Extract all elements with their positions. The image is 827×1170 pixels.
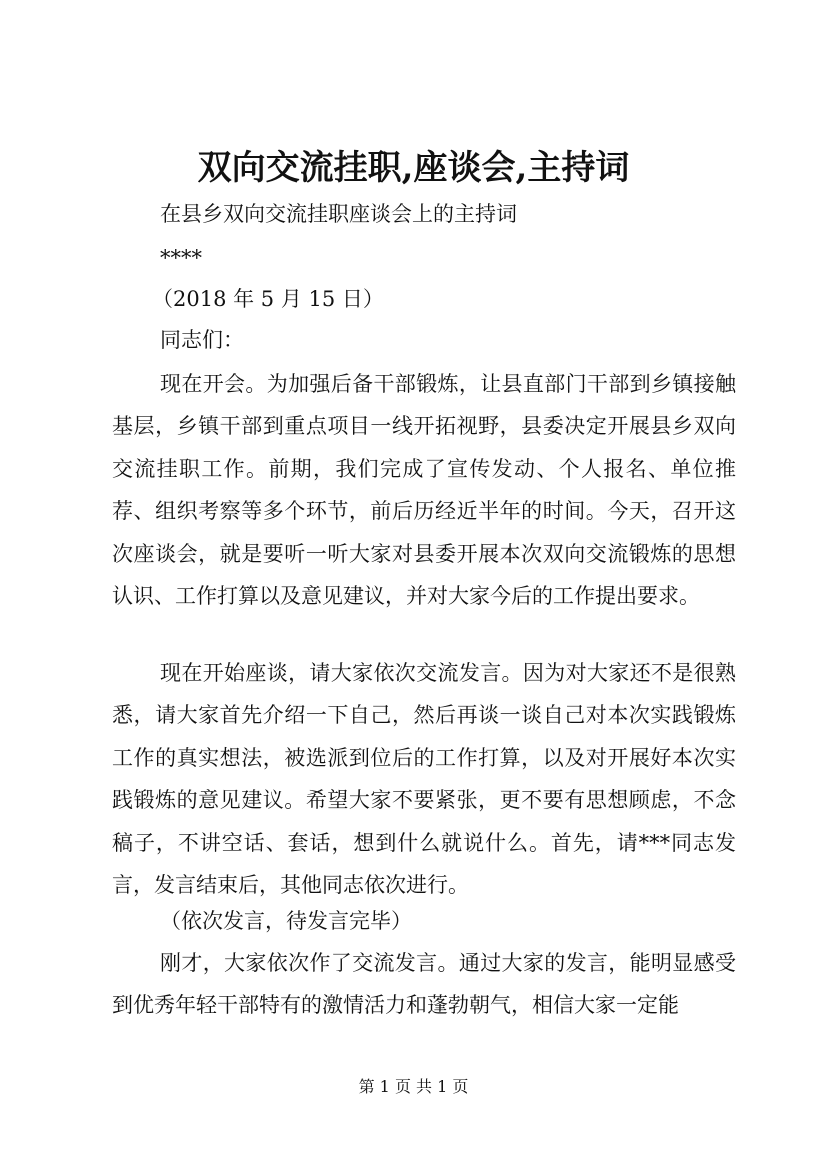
salutation: 同志们： <box>160 328 244 352</box>
paragraph-discussion: 现在开始座谈，请大家依次交流发言。因为对大家还不是很熟悉，请大家首先介绍一下自己，然后再谈一谈自己对本次实践锻炼工作的真实想法，被选派到位后的工作打算，以及对开展好本次实践锻炼的意见建议。希望大家不要紧张，更不要有思想顾虑，不念稿子，不讲空话、套话，想到什么就说什么。首先，请***同志发言，发言结束后，其他同志依次进行。 <box>112 661 736 898</box>
paragraph-summary: 刚才，大家依次作了交流发言。通过大家的发言，能明显感受到优秀年轻干部特有的激情活力和蓬勃朝气，相信大家一定能 <box>112 951 736 1018</box>
page-number-footer: 第 1 页 共 1 页 <box>358 1077 469 1096</box>
document-title: 双向交流挂职,座谈会,主持词 <box>197 148 630 188</box>
author-placeholder: **** <box>160 246 202 270</box>
paragraph-stage-note: （依次发言，待发言完毕） <box>160 909 412 933</box>
document-subtitle: 在县乡双向交流挂职座谈会上的主持词 <box>160 202 517 226</box>
paragraph-opening: 现在开会。为加强后备干部锻炼，让县直部门干部到乡镇接触基层，乡镇干部到重点项目一线开拓视野，县委决定开展县乡双向交流挂职工作。前期，我们完成了宣传发动、个人报名、单位推荐、组织考察等多个环节，前后历经近半年的时间。今天，召开这次座谈会，就是要听一听大家对县委开展本次双向交流锻炼的思想认识、工作打算以及意见建议，并对大家今后的工作提出要求。 <box>112 372 736 609</box>
meeting-date: （2018 年 5 月 15 日） <box>152 287 384 311</box>
